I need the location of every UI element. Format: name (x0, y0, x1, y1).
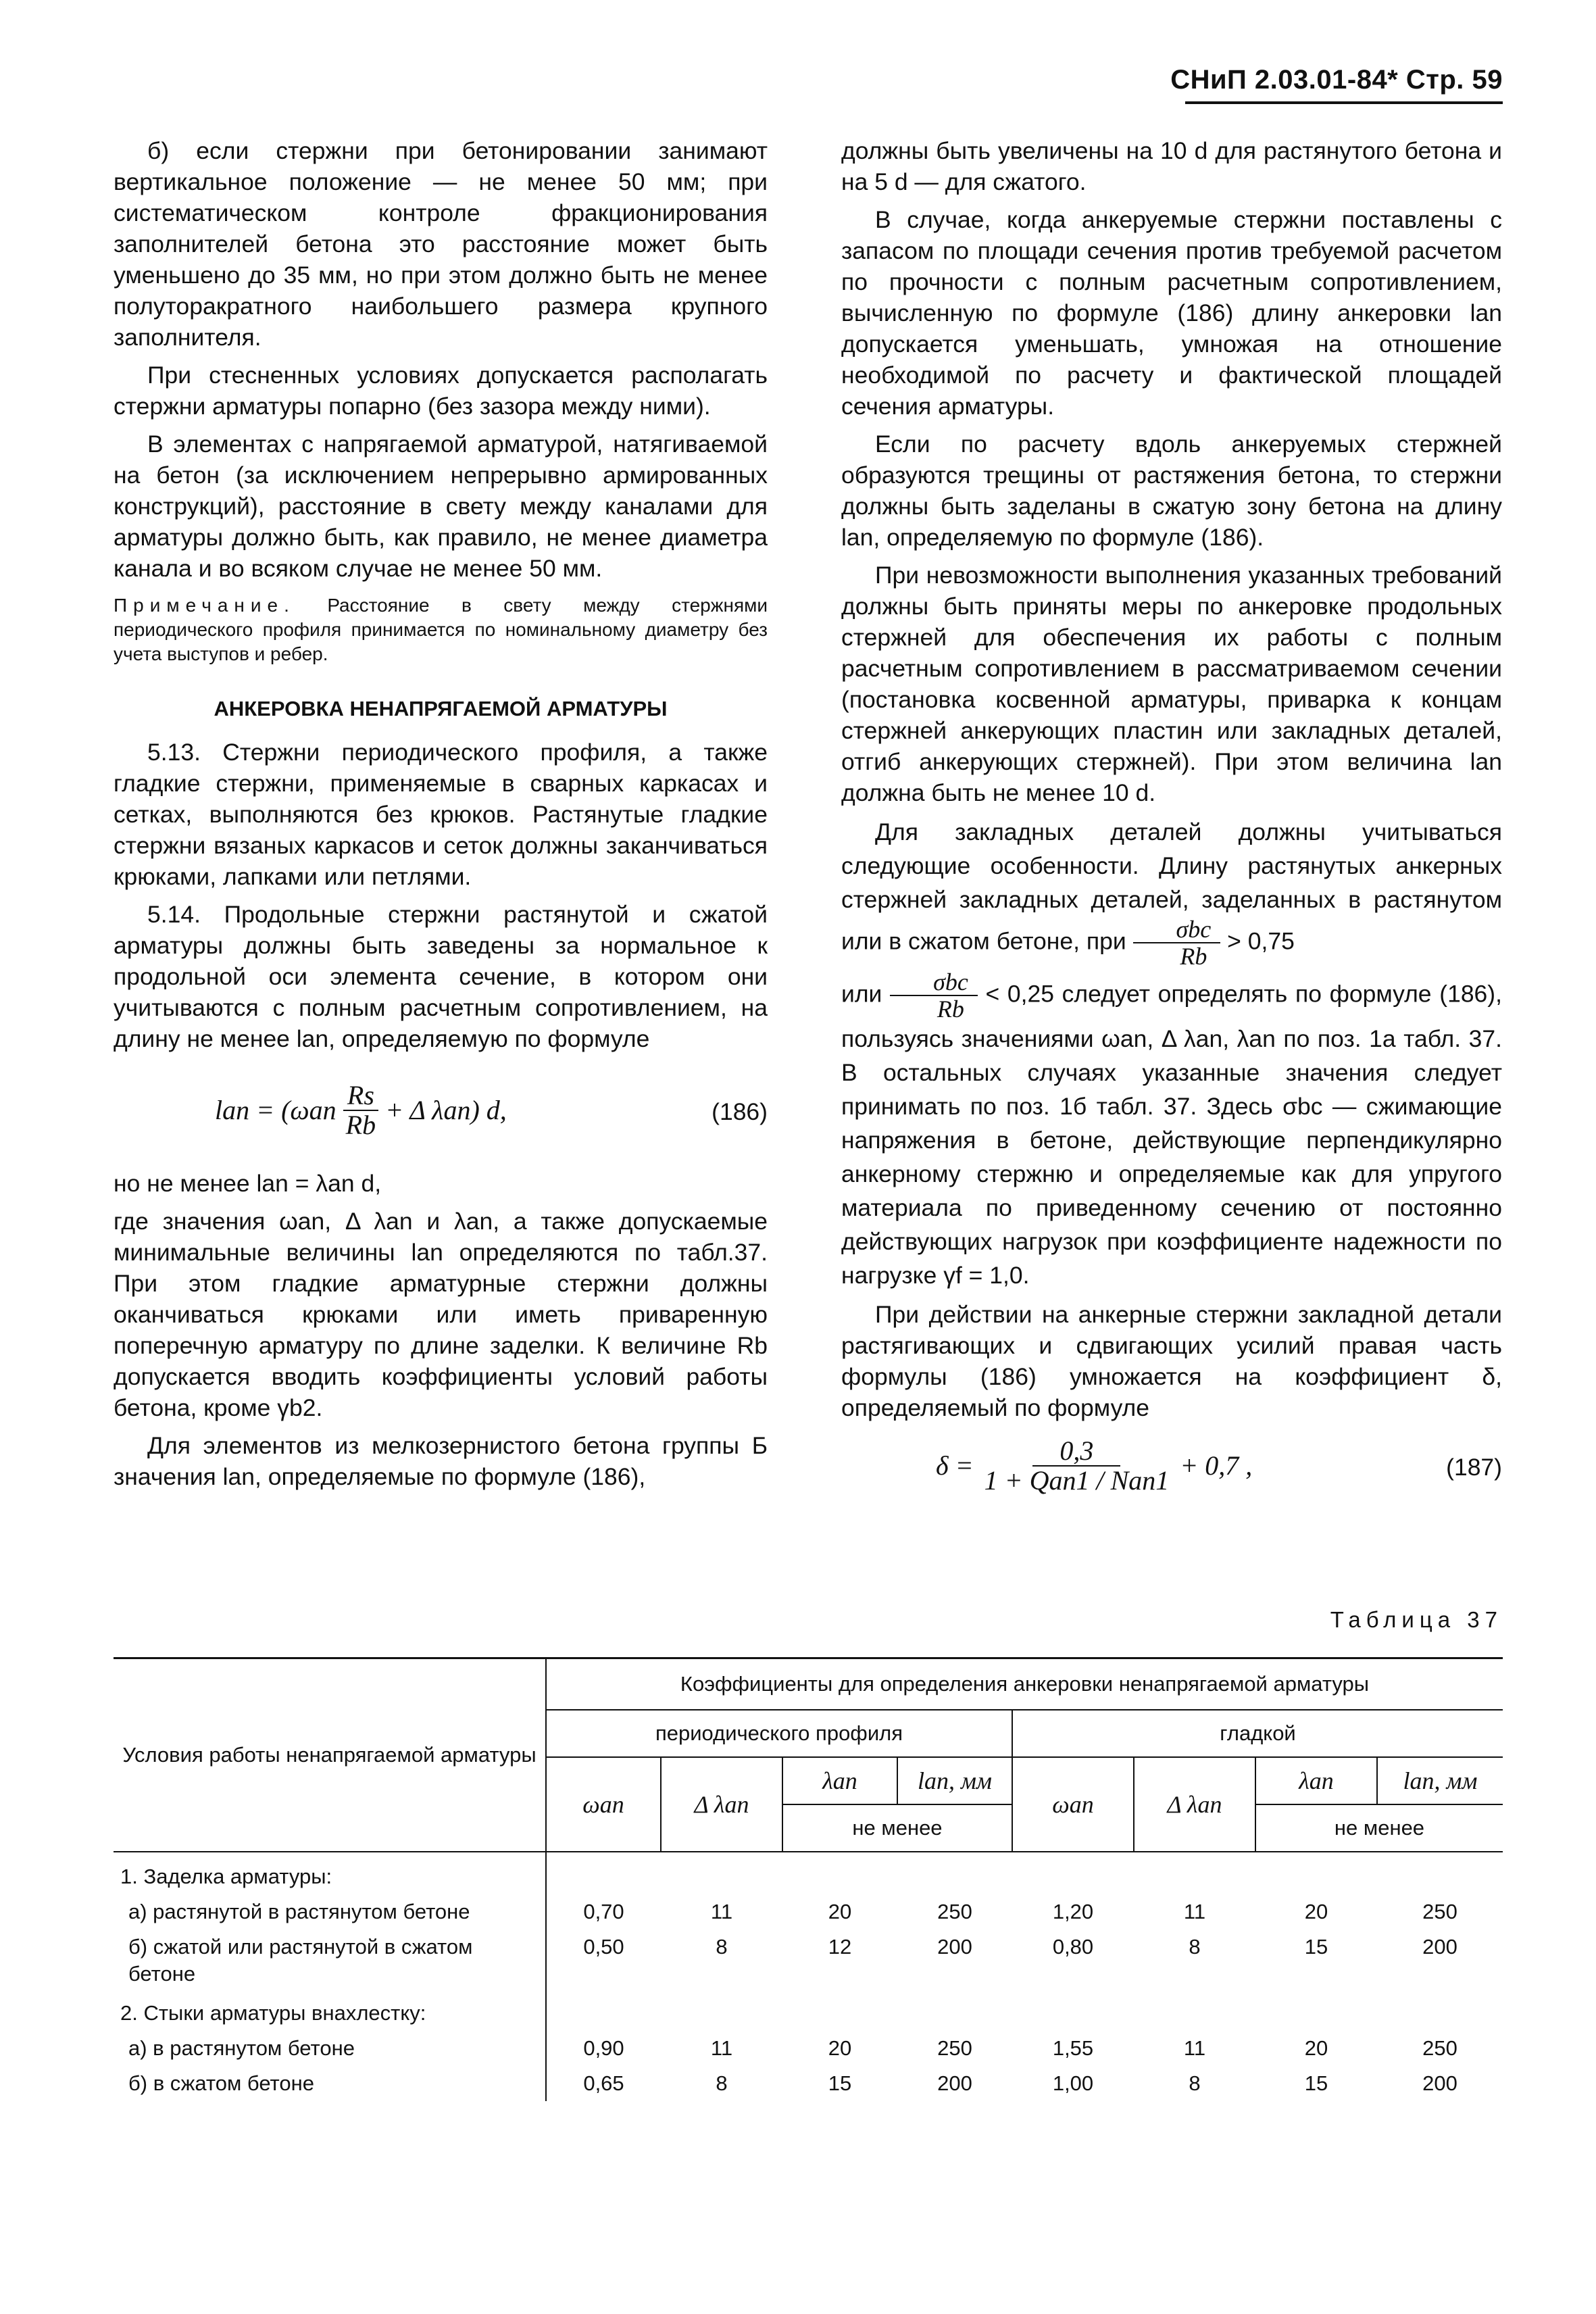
header-smooth: гладкой (1012, 1710, 1503, 1757)
sigma-fraction (1133, 916, 1221, 969)
header-periodic: периодического профиля (546, 1710, 1012, 1757)
cell: 11 (710, 2036, 733, 2060)
cell: 20 (1304, 2036, 1328, 2060)
cell: 200 (937, 1935, 972, 1959)
cell: 250 (1422, 1900, 1457, 1923)
note-label: Примечание. (114, 595, 295, 616)
equation-number: (187) (1446, 1454, 1502, 1481)
col-lambda: λan (1255, 1757, 1377, 1804)
text-run: < 0,25 следует определять по формуле (985, 980, 1432, 1008)
paragraph: Для элементов из мелкозернистого бетона группы Б значения lan, определяемые по формуле (186), (114, 1432, 768, 1490)
paragraph: При стесненных условиях допускается располагать стержни арматуры попарно (без зазора между ними). (114, 362, 768, 420)
fraction-numerator: σbc (890, 969, 978, 996)
fraction-numerator: σbc (1133, 916, 1221, 943)
cell: 20 (1304, 1900, 1328, 1923)
cell: 1,55 (1052, 2036, 1094, 2060)
text-run: Для закладных деталей должны учитываться следующие особенности. Длину растянутых анкерных стержней закладных деталей, заделанных в растянутом или в сжатом бетоне, при (841, 818, 1502, 955)
fraction-denominator: Rb (1180, 943, 1207, 970)
formula-fraction (980, 1437, 1174, 1495)
cell: 250 (937, 2036, 972, 2060)
text-run: > 0,75 (1227, 927, 1295, 955)
formula-lhs: δ = (936, 1450, 974, 1481)
col-lambda: λan (782, 1757, 897, 1804)
table-row (114, 2031, 1503, 2066)
paragraph: где значения ωan, Δ λan и λan, а также допускаемые минимальные величины lan определяются по табл.37. При этом гладкие арматурные стержни должны оканчиваться крюками или иметь приваренную поперечную арматуру по длине заделки. К величине Rb допускается вводить коэффициенты условий работы бетона, кроме γb2. (114, 1208, 768, 1421)
cell: 0,65 (546, 2066, 661, 2101)
header-not-less: не менее (1255, 1804, 1503, 1852)
cell: 11 (710, 1900, 733, 1923)
fraction-numerator: 0,3 (1032, 1437, 1120, 1467)
header-not-less: не менее (782, 1804, 1012, 1852)
col-delta-lambda: Δ λan (661, 1757, 782, 1852)
col-lan: lan, мм (1377, 1757, 1503, 1804)
cell: 250 (937, 1900, 972, 1923)
paragraph-5-14: 5.14. Продольные стержни растянутой и сжатой арматуры должны быть заведены за нормальное к продольной оси элемента сечение, в котором они учитываются с полным расчетным сопротивлением, на длину не менее lan, определяемую по формуле (114, 901, 768, 1052)
left-column (114, 135, 768, 1499)
row-label: а) в растянутом бетоне (128, 2036, 355, 2060)
cell: 0,80 (1052, 1935, 1094, 1959)
paragraph: Если по расчету вдоль анкеруемых стержней образуются трещины от растяжения бетона, то стержни должны быть заделаны в сжатую зону бетона на длину lan, определяемую по формуле (186). (841, 430, 1502, 551)
section-title: АНКЕРОВКА НЕНАПРЯГАЕМОЙ АРМАТУРЫ (214, 697, 668, 720)
cell: 8 (1189, 1935, 1201, 1959)
header-coefficients: Коэффициенты для определения анкеровки ненапрягаемой арматуры (546, 1658, 1503, 1710)
paragraph-5-13: 5.13. Стержни периодического профиля, а также гладкие стержни, применяемые в сварных каркасах и сетках, выполняются без крюков. Растянутые гладкие стержни вязаных каркасов и сеток должны заканчиваться крюками, лапками или петлями. (114, 739, 768, 890)
paragraph: но не менее lan = λan d, (114, 1170, 382, 1197)
cell: 8 (716, 1935, 728, 1959)
row-label: а) растянутой в растянутом бетоне (128, 1900, 470, 1923)
col-omega: ωan (546, 1757, 661, 1852)
cell: 11 (1183, 1900, 1206, 1923)
formula-fraction (342, 1081, 380, 1139)
equation-number: (186) (712, 1098, 768, 1125)
col-omega: ωan (1012, 1757, 1134, 1852)
cell: 200 (1422, 1935, 1457, 1959)
paragraph: В случае, когда анкеруемые стержни поставлены с запасом по площади сечения против требуемой расчетом по прочности с полным расчетным сопротивлением, вычисленную по формуле (186) длину анкеровки lan допускается уменьшать, умножая на отношение необходимой по расчету и фактической площадей сечения арматуры. (841, 206, 1502, 420)
cell: 250 (1422, 2036, 1457, 2060)
text-run: или (841, 980, 882, 1008)
paragraph: б) если стержни при бетонировании занимают вертикальное положение — не менее 50 мм; при систематическом контроле фракционирования заполнителей бетона это расстояние может быть уменьшено до 35 мм, но при этом должно быть не менее полуторакратного наибольшего размера крупного заполнителя. (114, 137, 768, 351)
formula-rhs: + Δ λan) d, (385, 1095, 507, 1125)
paragraph: В элементах с напрягаемой арматурой, натягиваемой на бетон (за исключением непрерывно армированных конструкций), расстояние в свету между каналами для арматуры должно быть, как правило, не менее диаметра канала и во всяком случае не менее 50 мм. (114, 430, 768, 582)
cell: 1,20 (1052, 1900, 1094, 1923)
cell: 11 (1183, 2036, 1206, 2060)
formula-rhs: + 0,7 , (1180, 1450, 1253, 1481)
table-row (114, 1894, 1503, 1929)
cell: 20 (828, 1900, 852, 1923)
header-rule (1185, 101, 1503, 104)
note-text: Расстояние в свету между стержнями периодического профиля принимается по номинальному диаметру без учета выступов и ребер. (114, 595, 768, 664)
cell: 15 (1304, 2071, 1328, 2095)
cell: 8 (1189, 2071, 1201, 2095)
cell: 0,50 (546, 1929, 661, 1992)
table-caption: Таблица 37 (1330, 1607, 1503, 1632)
table-row (114, 2066, 1503, 2101)
formula-lhs: lan = (ωan (215, 1095, 336, 1125)
fraction-numerator: Rs (343, 1081, 378, 1111)
paragraph: При действии на анкерные стержни закладной детали растягивающих и сдвигающих усилий правая часть формулы (186) умножается на коэффициент δ, определяемый по формуле (841, 1301, 1502, 1421)
page-header: СНиП 2.03.01-84* Стр. 59 (1170, 65, 1503, 95)
group-label: 2. Стыки арматуры внахлестку: (120, 2001, 426, 2025)
group-label: 1. Заделка арматуры: (120, 1865, 332, 1888)
formula-186 (114, 1061, 768, 1162)
cell: 1,00 (1052, 2071, 1094, 2095)
fraction-denominator: Rb (345, 1110, 376, 1140)
text-run: (186), пользуясь значениями ωan, Δ λan, λan по поз. 1а табл. 37. В остальных случаях указанные значения следует принимать по поз. 1б табл. 37. Здесь σbc — сжимающие напряжения в бетоне, действующие перпендикулярно анкерному стержню и определяемые как для упругого материала по приведенному сечению от постоянно действующих нагрузок при коэффициенте надежности по нагрузке γf = 1,0. (841, 980, 1502, 1289)
row-label: б) в сжатом бетоне (128, 2071, 315, 2095)
row-label: б) сжатой или растянутой в сжатом бетоне (128, 1935, 473, 1986)
cell: 200 (937, 2071, 972, 2095)
header-conditions: Условия работы ненапрягаемой арматуры (114, 1658, 546, 1852)
cell: 0,70 (546, 1894, 661, 1929)
paragraph: При невозможности выполнения указанных требований должны быть приняты меры по анкеровке продольных стержней для обеспечения их работы с полным расчетным сопротивлением в рассматриваемом сечении (постановка косвенной арматуры, приварка к концам стержней анкерующих пластин или закладных деталей, отгиб анкерующих стержней). При этом величина lan должна быть не менее 10 d. (841, 562, 1502, 806)
right-column (841, 135, 1502, 1517)
table-37 (114, 1657, 1503, 2101)
fraction-denominator: Rb (937, 995, 964, 1023)
col-delta-lambda: Δ λan (1134, 1757, 1255, 1852)
sigma-fraction (890, 969, 978, 1022)
cell: 12 (828, 1935, 852, 1959)
col-lan: lan, мм (897, 1757, 1012, 1804)
paragraph: должны быть увеличены на 10 d для растянутого бетона и на 5 d — для сжатого. (841, 137, 1502, 195)
cell: 15 (1304, 1935, 1328, 1959)
fraction-denominator: 1 + Qan1 / Nan1 (984, 1465, 1170, 1496)
cell: 20 (828, 2036, 852, 2060)
formula-187 (841, 1430, 1502, 1511)
paragraph (841, 815, 1502, 1292)
cell: 15 (828, 2071, 852, 2095)
note (114, 593, 768, 666)
cell: 8 (716, 2071, 728, 2095)
table-row (114, 1929, 1503, 1992)
cell: 0,90 (546, 2031, 661, 2066)
cell: 200 (1422, 2071, 1457, 2095)
